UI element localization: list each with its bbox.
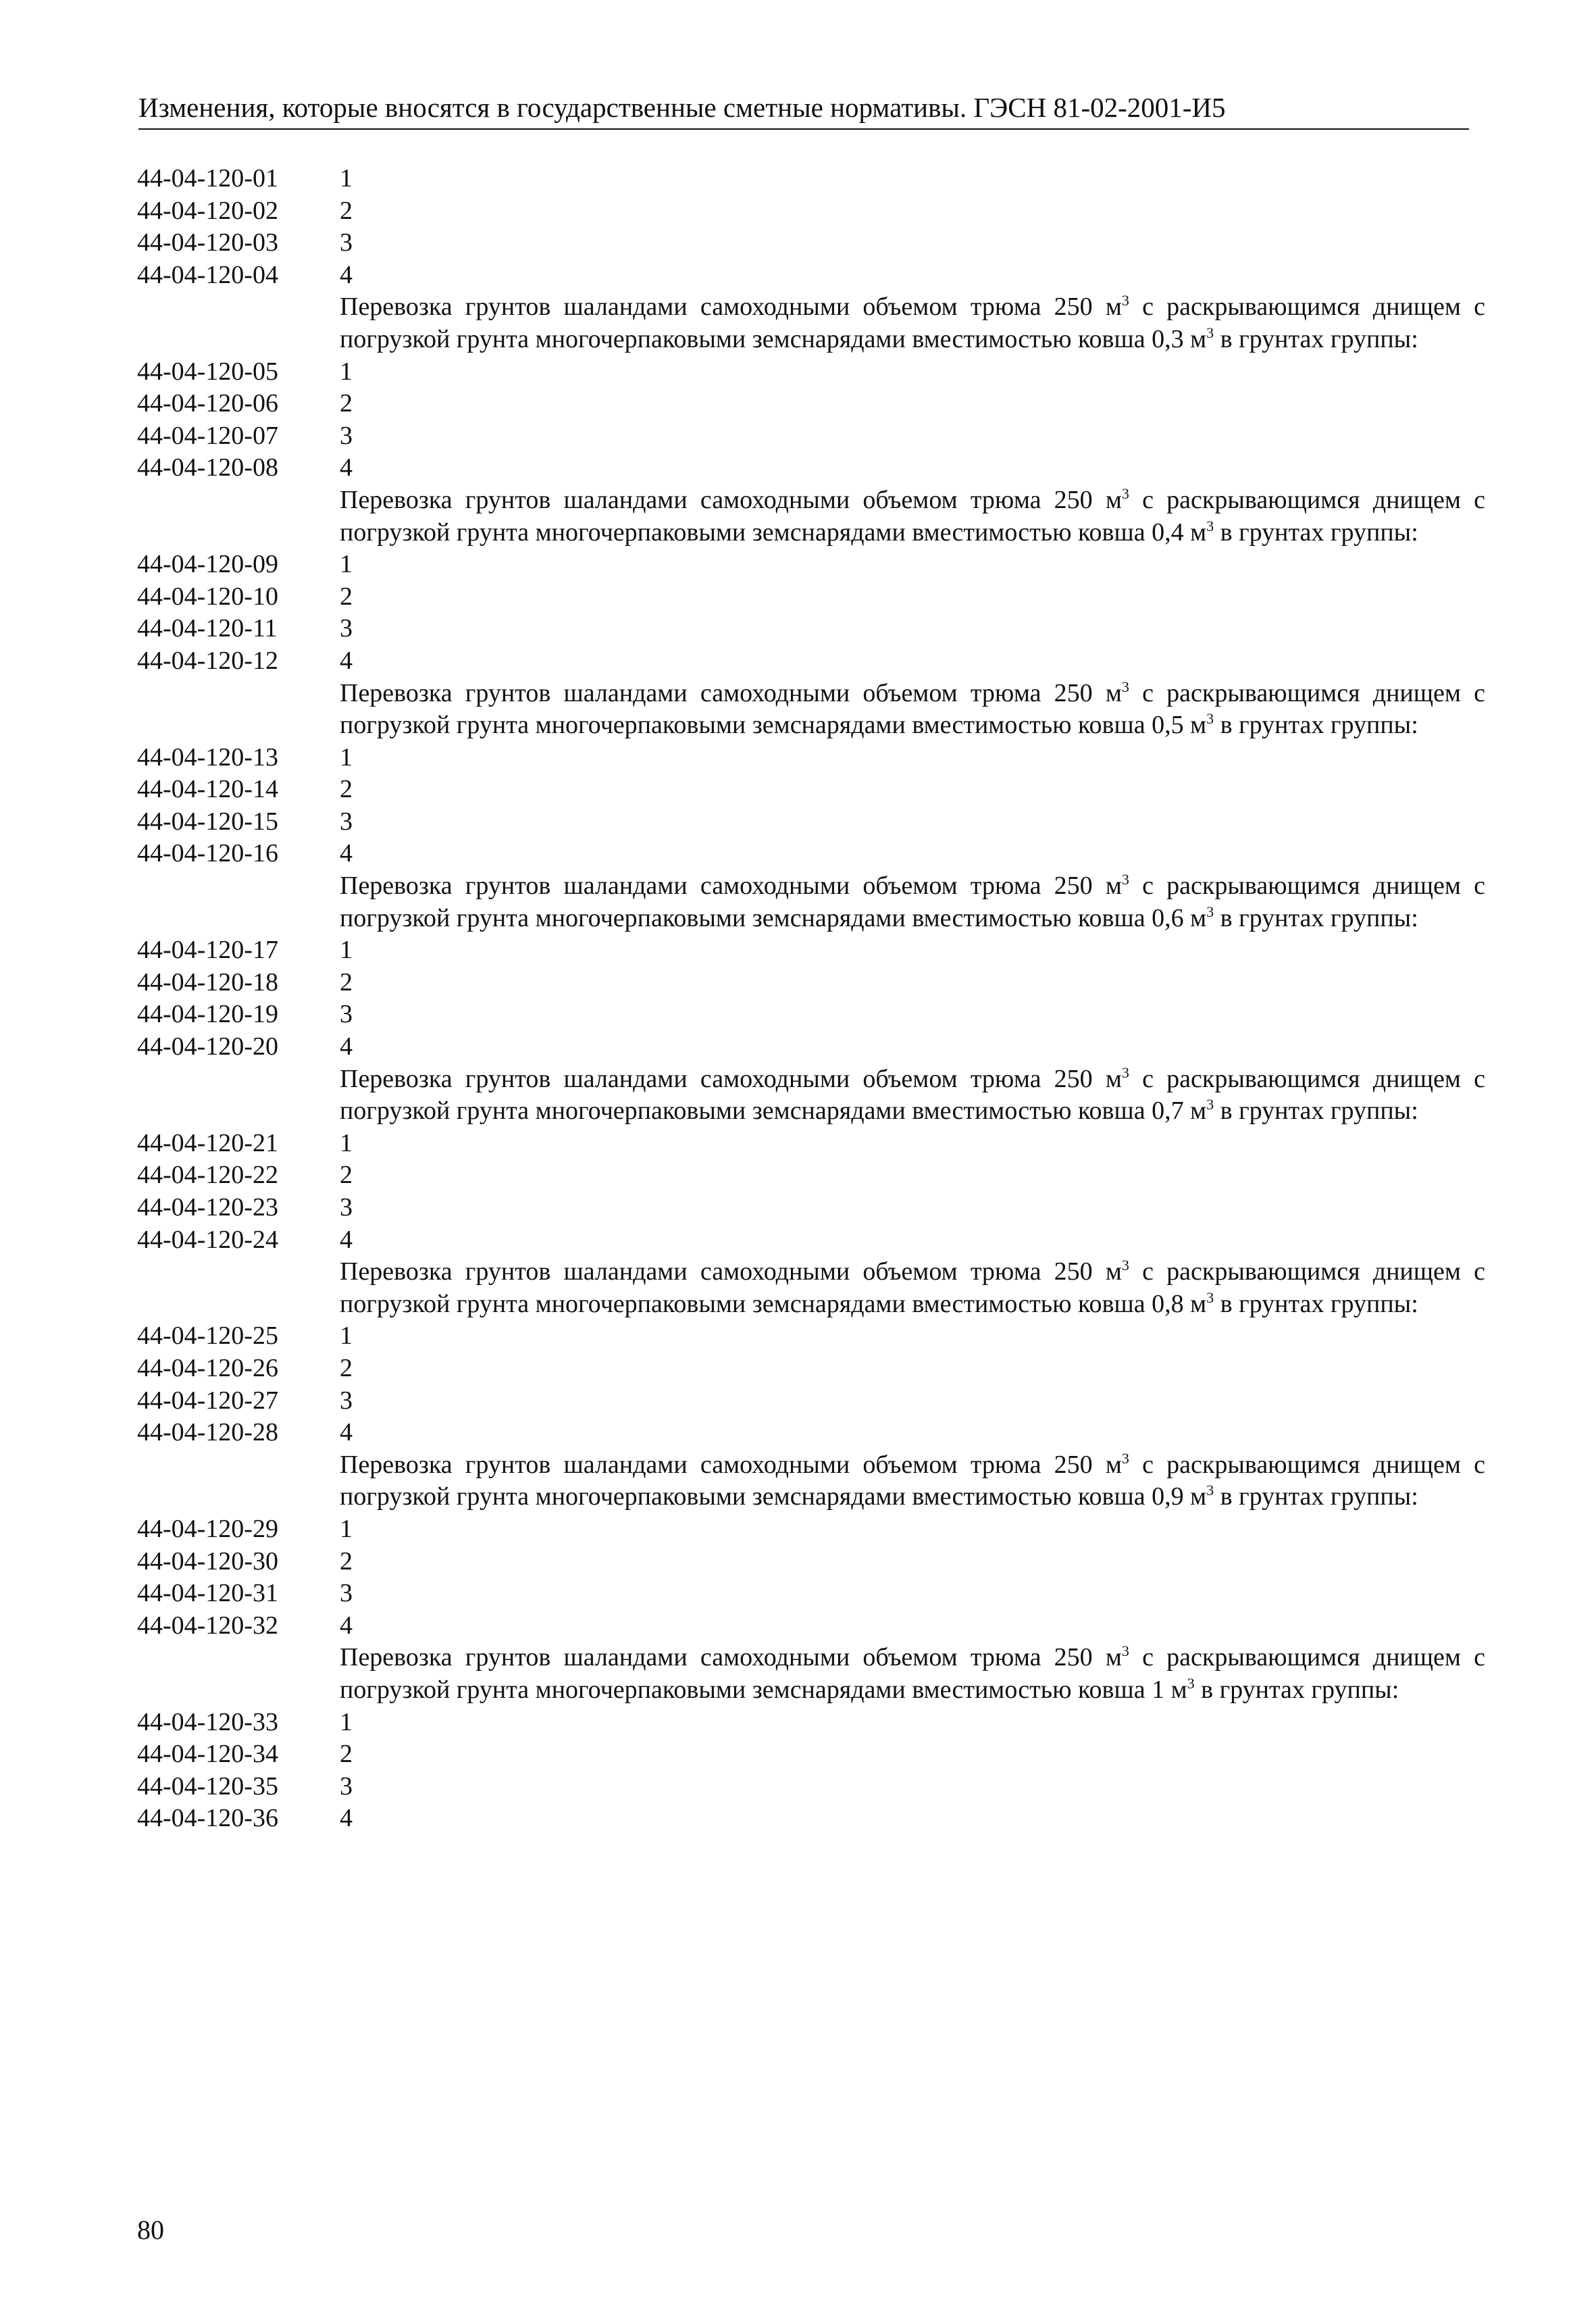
- soil-group: 3: [340, 1193, 353, 1222]
- cubic-superscript: 3: [1206, 324, 1214, 341]
- norm-code: 44-04-120-29: [137, 1514, 278, 1543]
- cubic-superscript: 3: [1121, 1449, 1129, 1467]
- soil-group: 2: [340, 775, 353, 804]
- norm-code: 44-04-120-06: [137, 389, 278, 418]
- norm-code: 44-04-120-33: [137, 1707, 278, 1736]
- description-text: Перевозка грунтов шаландами самоходными объемом трюма 250 м: [340, 293, 1122, 322]
- description-text: с раскрывающимся днищем с погрузкой грунта многочерпаковыми земснарядами вместимостью ковша 0,8 м: [340, 1257, 1485, 1318]
- description-text: с раскрывающимся днищем с погрузкой грунта многочерпаковыми земснарядами вместимостью ковша 1 м: [340, 1643, 1485, 1704]
- description-text: Перевозка грунтов шаландами самоходными объемом трюма 250 м: [340, 1643, 1122, 1672]
- norm-code: 44-04-120-05: [137, 357, 278, 386]
- description-text: Перевозка грунтов шаландами самоходными объемом трюма 250 м: [340, 485, 1122, 514]
- soil-group: 4: [340, 839, 353, 868]
- cubic-superscript: 3: [1121, 1257, 1129, 1274]
- description-text: в грунтах группы:: [1214, 903, 1418, 932]
- norm-row: [137, 645, 1485, 678]
- section-description: [340, 870, 1485, 934]
- cubic-superscript: 3: [1206, 1096, 1214, 1113]
- norm-row: [137, 1578, 1485, 1610]
- description-text: с раскрывающимся днищем с погрузкой грунта многочерпаковыми земснарядами вместимостью ковша 0,4 м: [340, 485, 1485, 547]
- soil-group: 4: [340, 1418, 353, 1447]
- soil-group: 1: [340, 1322, 353, 1351]
- description-text: в грунтах группы:: [1214, 1289, 1418, 1318]
- description-text: с раскрывающимся днищем с погрузкой грунта многочерпаковыми земснарядами вместимостью ковша 0,3 м: [340, 293, 1485, 353]
- norm-row: [137, 1031, 1485, 1063]
- norm-code: 44-04-120-08: [137, 453, 278, 482]
- soil-group: 4: [340, 453, 353, 482]
- norm-code: 44-04-120-07: [137, 421, 278, 450]
- norm-code: 44-04-120-11: [137, 614, 278, 643]
- soil-group: 4: [340, 1804, 353, 1833]
- description-text: с раскрывающимся днищем с погрузкой грунта многочерпаковыми земснарядами вместимостью ковша 0,6 м: [340, 872, 1485, 932]
- norm-row: [137, 1128, 1485, 1160]
- soil-group: 2: [340, 196, 353, 225]
- norm-code: 44-04-120-35: [137, 1771, 278, 1801]
- running-header: Изменения, которые вносятся в государственные сметные нормативы. ГЭСН 81-02-2001-И5: [138, 91, 1469, 130]
- norm-row: [137, 742, 1485, 774]
- soil-group: 2: [340, 1161, 353, 1190]
- norm-row: [137, 195, 1485, 228]
- norm-code: 44-04-120-15: [137, 807, 278, 836]
- norm-code: 44-04-120-19: [137, 1000, 278, 1029]
- soil-group: 4: [340, 1032, 353, 1061]
- norm-row: [137, 1771, 1485, 1803]
- soil-group: 4: [340, 1225, 353, 1254]
- norm-row: [137, 1610, 1485, 1642]
- norm-row: [137, 806, 1485, 838]
- description-text: Перевозка грунтов шаландами самоходными объемом трюма 250 м: [340, 872, 1122, 901]
- norm-row: [137, 1707, 1485, 1739]
- section-description: [340, 484, 1485, 549]
- description-text: Перевозка грунтов шаландами самоходными объемом трюма 250 м: [340, 678, 1122, 707]
- description-text: Перевозка грунтов шаландами самоходными объемом трюма 250 м: [340, 1064, 1122, 1093]
- cubic-superscript: 3: [1121, 678, 1129, 695]
- norm-row: [137, 356, 1485, 388]
- section-description: [340, 1063, 1485, 1128]
- norm-code: 44-04-120-32: [137, 1611, 278, 1640]
- cubic-superscript: 3: [1206, 1288, 1214, 1306]
- soil-group: 1: [340, 164, 353, 193]
- cubic-superscript: 3: [1121, 292, 1129, 309]
- norm-row: [137, 1320, 1485, 1353]
- norm-row: [137, 420, 1485, 453]
- norm-code: 44-04-120-22: [137, 1161, 278, 1190]
- norm-row: [137, 934, 1485, 967]
- description-text: с раскрывающимся днищем с погрузкой грунта многочерпаковыми земснарядами вместимостью ковша 0,9 м: [340, 1450, 1485, 1511]
- norm-row: [137, 388, 1485, 420]
- norm-code: 44-04-120-28: [137, 1418, 278, 1447]
- description-text: Перевозка грунтов шаландами самоходными объемом трюма 250 м: [340, 1450, 1122, 1479]
- section-description: [340, 1642, 1485, 1706]
- norm-row: [137, 1224, 1485, 1257]
- page-number: 80: [137, 2215, 164, 2245]
- cubic-superscript: 3: [1121, 871, 1129, 888]
- norm-code: 44-04-120-17: [137, 936, 278, 965]
- norm-code: 44-04-120-27: [137, 1386, 278, 1415]
- cubic-superscript: 3: [1121, 1063, 1129, 1081]
- description-text: в грунтах группы:: [1214, 518, 1418, 547]
- description-text: в грунтах группы:: [1214, 324, 1418, 353]
- norm-code: 44-04-120-14: [137, 775, 278, 804]
- norm-code: 44-04-120-21: [137, 1128, 278, 1157]
- soil-group: 3: [340, 421, 353, 450]
- section-description: [340, 291, 1485, 355]
- norm-code: 44-04-120-36: [137, 1804, 278, 1833]
- norm-row: [137, 613, 1485, 645]
- soil-group: 1: [340, 550, 353, 579]
- norm-row: [137, 1385, 1485, 1417]
- section-description: [340, 1256, 1485, 1320]
- cubic-superscript: 3: [1206, 517, 1214, 534]
- norm-code: 44-04-120-31: [137, 1579, 278, 1608]
- soil-group: 3: [340, 1386, 353, 1415]
- norm-row: [137, 1546, 1485, 1578]
- soil-group: 3: [340, 614, 353, 643]
- soil-group: 2: [340, 1353, 353, 1382]
- soil-group: 2: [340, 582, 353, 611]
- cubic-superscript: 3: [1121, 484, 1129, 502]
- norm-code: 44-04-120-12: [137, 646, 278, 675]
- norm-code: 44-04-120-09: [137, 550, 278, 579]
- norm-code: 44-04-120-10: [137, 582, 278, 611]
- norm-code: 44-04-120-26: [137, 1353, 278, 1382]
- description-text: с раскрывающимся днищем с погрузкой грунта многочерпаковыми земснарядами вместимостью ковша 0,5 м: [340, 678, 1485, 740]
- soil-group: 3: [340, 1579, 353, 1608]
- soil-group: 1: [340, 743, 353, 772]
- section-description: [340, 678, 1485, 742]
- soil-group: 1: [340, 1514, 353, 1543]
- section-description: [340, 1449, 1485, 1513]
- norm-row: [137, 1159, 1485, 1192]
- soil-group: 2: [340, 1740, 353, 1769]
- norm-code: 44-04-120-34: [137, 1740, 278, 1769]
- soil-group: 2: [340, 1546, 353, 1576]
- norm-row: [137, 1803, 1485, 1835]
- norm-code: 44-04-120-30: [137, 1546, 278, 1576]
- cubic-superscript: 3: [1121, 1642, 1129, 1660]
- norm-row: [137, 259, 1485, 292]
- norm-row: [137, 452, 1485, 484]
- norm-row: [137, 163, 1485, 195]
- norm-row: [137, 1513, 1485, 1546]
- cubic-superscript: 3: [1206, 1482, 1214, 1499]
- norm-row: [137, 227, 1485, 259]
- cubic-superscript: 3: [1206, 710, 1214, 728]
- soil-group: 4: [340, 1611, 353, 1640]
- norm-code: 44-04-120-04: [137, 260, 278, 289]
- norm-code: 44-04-120-18: [137, 967, 278, 997]
- norm-row: [137, 1353, 1485, 1385]
- description-text: в грунтах группы:: [1214, 1482, 1418, 1511]
- norm-row: [137, 999, 1485, 1031]
- norm-row: [137, 967, 1485, 999]
- soil-group: 4: [340, 260, 353, 289]
- description-text: в грунтах группы:: [1194, 1675, 1399, 1704]
- norm-row: [137, 1192, 1485, 1224]
- soil-group: 3: [340, 228, 353, 257]
- soil-group: 1: [340, 357, 353, 386]
- norm-code: 44-04-120-23: [137, 1193, 278, 1222]
- description-text: в грунтах группы:: [1214, 1097, 1418, 1126]
- soil-group: 3: [340, 807, 353, 836]
- norm-code: 44-04-120-20: [137, 1032, 278, 1061]
- description-text: Перевозка грунтов шаландами самоходными объемом трюма 250 м: [340, 1257, 1122, 1286]
- norm-code: 44-04-120-13: [137, 743, 278, 772]
- norms-list: [137, 163, 1485, 1835]
- soil-group: 1: [340, 1128, 353, 1157]
- norm-row: [137, 549, 1485, 581]
- cubic-superscript: 3: [1187, 1674, 1195, 1692]
- norm-row: [137, 774, 1485, 806]
- norm-code: 44-04-120-24: [137, 1225, 278, 1254]
- norm-code: 44-04-120-02: [137, 196, 278, 225]
- description-text: с раскрывающимся днищем с погрузкой грунта многочерпаковыми земснарядами вместимостью ковша 0,7 м: [340, 1064, 1485, 1126]
- norm-row: [137, 1738, 1485, 1771]
- soil-group: 2: [340, 389, 353, 418]
- soil-group: 3: [340, 1000, 353, 1029]
- soil-group: 3: [340, 1771, 353, 1801]
- norm-row: [137, 1417, 1485, 1449]
- norm-row: [137, 838, 1485, 870]
- soil-group: 4: [340, 646, 353, 675]
- cubic-superscript: 3: [1206, 903, 1214, 920]
- soil-group: 1: [340, 936, 353, 965]
- description-text: в грунтах группы:: [1214, 711, 1418, 740]
- norm-code: 44-04-120-25: [137, 1322, 278, 1351]
- soil-group: 1: [340, 1707, 353, 1736]
- norm-row: [137, 581, 1485, 613]
- norm-code: 44-04-120-03: [137, 228, 278, 257]
- norm-code: 44-04-120-16: [137, 839, 278, 868]
- norm-code: 44-04-120-01: [137, 164, 278, 193]
- soil-group: 2: [340, 967, 353, 997]
